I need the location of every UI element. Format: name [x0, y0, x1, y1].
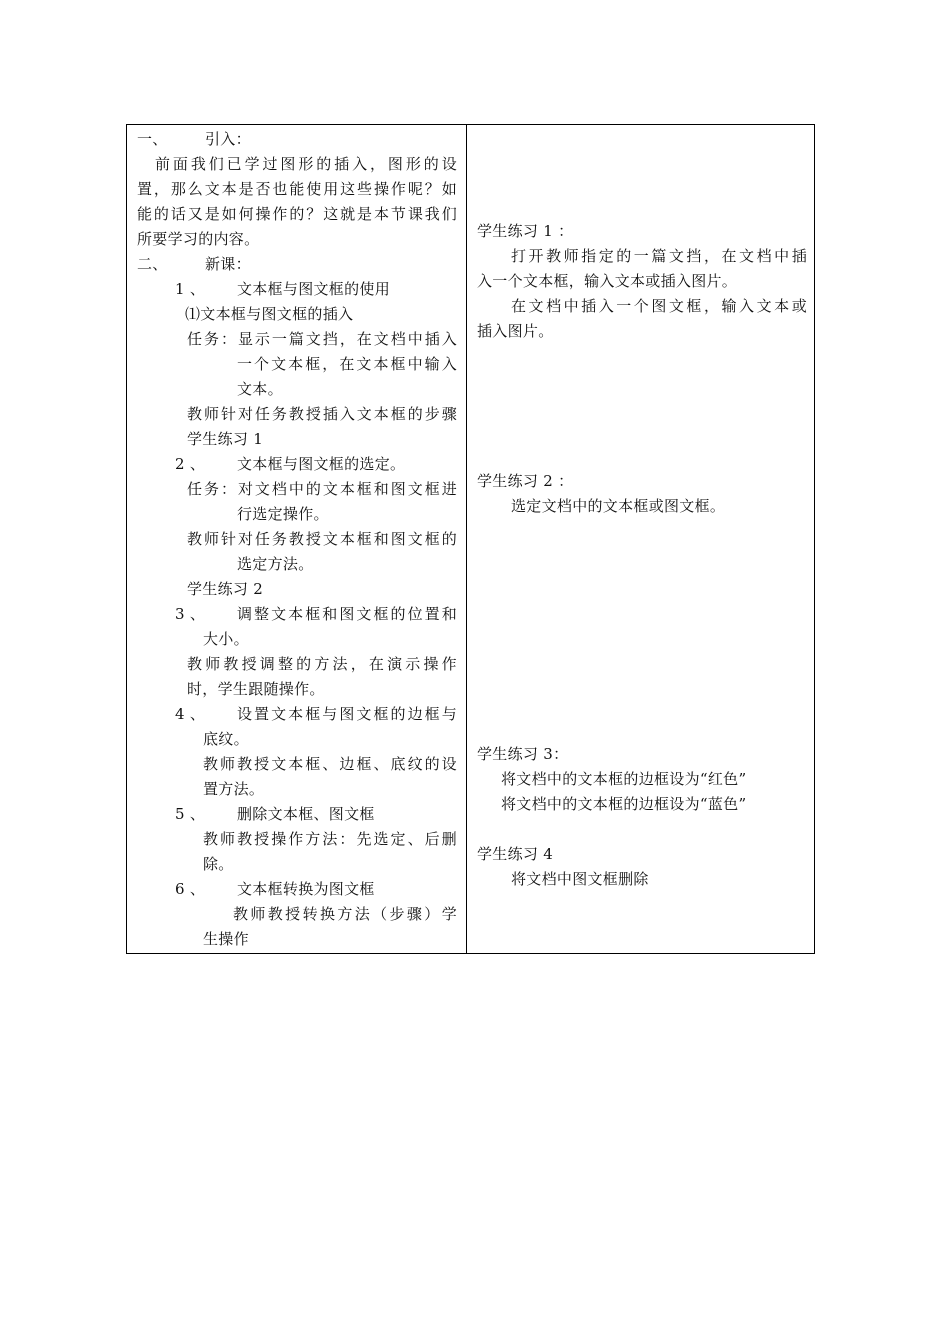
practice-1-title: 学生练习 1 ： — [477, 222, 574, 240]
practice-1-line-3: 在文档中插入一个图文框，输入文本或 — [511, 297, 807, 315]
practice-3-title: 学生练习 3： — [477, 745, 569, 763]
item-2-task-line-1: 任务：对文档中的文本框和图文框进 — [187, 480, 457, 498]
item-4-title-line-1: 设置文本框与图文框的边框与 — [237, 705, 457, 723]
item-5-title: 删除文本框、图文框 — [237, 805, 375, 823]
item-4-title-line-2: 底纹。 — [203, 730, 249, 748]
lesson-table — [126, 124, 815, 954]
item-6-teaching-line-1: 教师教授转换方法（步骤）学 — [233, 905, 457, 923]
item-3-title-line-2: 大小。 — [203, 630, 249, 648]
item-6-title: 文本框转换为图文框 — [237, 880, 375, 898]
item-5-teaching-line-1: 教师教授操作方法：先选定、后删 — [203, 830, 457, 848]
item-1-subtitle: ⑴文本框与图文框的插入 — [185, 305, 354, 323]
item-1-task-line-2: 一个文本框，在文本框中输入 — [237, 355, 457, 373]
item-4-teaching-line-2: 置方法。 — [203, 780, 265, 798]
item-5-number: 5 、 — [175, 805, 206, 823]
practice-2-line-1: 选定文档中的文本框或图文框。 — [511, 497, 726, 515]
item-1-teaching: 教师针对任务教授插入文本框的步骤 — [187, 405, 457, 423]
item-3-title-line-1: 调整文本框和图文框的位置和 — [237, 605, 457, 623]
item-1-number: 1 、 — [175, 280, 206, 298]
item-3-teaching-line-2: 时，学生跟随操作。 — [187, 680, 325, 698]
intro-line-3: 能的话又是如何操作的？这就是本节课我们 — [137, 205, 457, 223]
practice-1-line-4: 插入图片。 — [477, 322, 554, 340]
item-2-teaching-line-2: 选定方法。 — [237, 555, 314, 573]
item-6-number: 6 、 — [175, 880, 206, 898]
item-1-task-line-3: 文本。 — [237, 380, 283, 398]
item-4-number: 4 、 — [175, 705, 206, 723]
practice-4-title: 学生练习 4 — [477, 845, 554, 863]
section-1-number: 一、 — [137, 130, 168, 148]
item-6-teaching-line-2: 生操作 — [203, 930, 249, 948]
practice-3-line-1: 将文档中的文本框的边框设为“红色” — [501, 770, 747, 788]
item-1-title: 文本框与图文框的使用 — [237, 280, 391, 298]
item-1-practice: 学生练习 1 — [187, 430, 264, 448]
practice-2-title: 学生练习 2 ： — [477, 472, 574, 490]
practice-1-line-2: 入一个文本框，输入文本或插入图片。 — [477, 272, 738, 290]
item-2-task-line-2: 行选定操作。 — [237, 505, 329, 523]
practice-3-line-2: 将文档中的文本框的边框设为“蓝色” — [501, 795, 747, 813]
practice-4-line-1: 将文档中图文框删除 — [511, 870, 649, 888]
column-divider — [466, 125, 467, 953]
item-2-practice: 学生练习 2 — [187, 580, 264, 598]
intro-line-2: 置，那么文本是否也能使用这些操作呢？如 — [137, 180, 457, 198]
item-4-teaching-line-1: 教师教授文本框、边框、底纹的设 — [203, 755, 457, 773]
section-2-title: 新课： — [205, 255, 251, 273]
item-3-number: 3 、 — [175, 605, 206, 623]
item-2-teaching-line-1: 教师针对任务教授文本框和图文框的 — [187, 530, 457, 548]
intro-line-1: 前面我们已学过图形的插入，图形的设 — [155, 155, 457, 173]
intro-line-4: 所要学习的内容。 — [137, 230, 260, 248]
item-3-teaching-line-1: 教师教授调整的方法，在演示操作 — [187, 655, 457, 673]
section-2-number: 二、 — [137, 255, 168, 273]
item-1-task-line-1: 任务：显示一篇文挡，在文档中插入 — [187, 330, 457, 348]
section-1-title: 引入： — [205, 130, 251, 148]
practice-1-line-1: 打开教师指定的一篇文挡，在文档中插 — [511, 247, 807, 265]
item-2-number: 2 、 — [175, 455, 206, 473]
item-2-title: 文本框与图文框的选定。 — [237, 455, 406, 473]
item-5-teaching-line-2: 除。 — [203, 855, 234, 873]
